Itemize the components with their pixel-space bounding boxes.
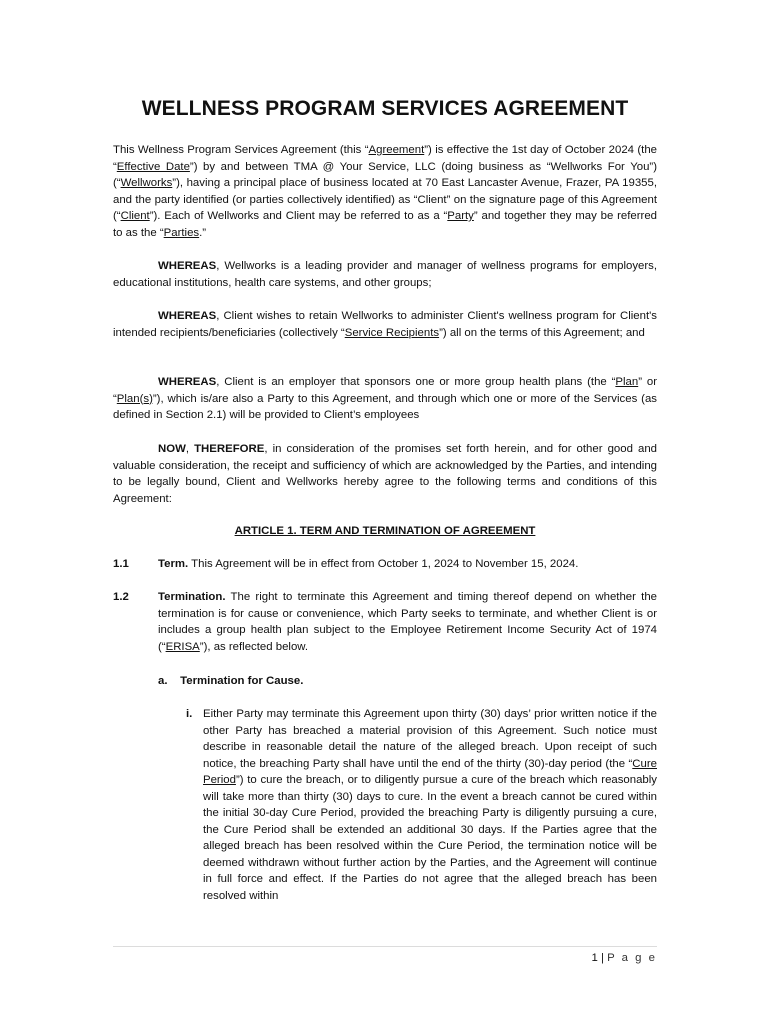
defined-term-plans: Plan(s)	[116, 392, 153, 405]
intro-text: ”), having a principal place of business located at 70 East Lancaster Avenue, Frazer, PA 19355, and the party identified (or parties collectively identified) as “Client” on the signature page of this Agreement (“	[113, 177, 657, 222]
page-label: P a g e	[607, 952, 657, 964]
section-label: Term.	[158, 558, 189, 570]
document-title: WELLNESS PROGRAM SERVICES AGREEMENT	[141, 97, 629, 120]
defined-term-party: Party	[447, 210, 474, 222]
defined-term-service-recipients: Service Recipients	[344, 326, 440, 339]
whereas-text: , Client wishes to retain Wellworks to administer Client's wellness program for Client's intended recipients/beneficiaries (collectively “	[113, 310, 657, 339]
defined-term-erisa: ERISA	[165, 640, 200, 653]
defined-term-effective-date: Effective Date	[116, 160, 190, 173]
subsection-a-number: a.	[158, 675, 168, 687]
subsection-a-label: Termination for Cause.	[180, 675, 304, 687]
clause-i-number: i.	[186, 708, 193, 720]
whereas-label: WHEREAS	[158, 310, 217, 322]
section-1-2-text	[158, 589, 657, 655]
whereas-text: ”), which is/are also a Party to this Agreement, and through which one or more of the Services (as defined in Section 2.1) will be provided to Client’s employees	[113, 392, 657, 421]
section-1-1-number: 1.1	[113, 558, 129, 570]
whereas-text: , Wellworks is a leading provider and manager of wellness programs for employers, educational institutions, health care systems, and other groups;	[113, 260, 657, 289]
footer-separator: |	[597, 952, 608, 964]
intro-text: ”). Each of Wellworks and Client may be referred to as a “	[149, 210, 448, 222]
now-label: NOW	[158, 443, 186, 455]
section-body: The right to terminate this Agreement and timing thereof depend on whether the termination is for cause or convenience, which Party seeks to terminate, and whether Client is or includes a group health plan subject to the Employee Retirement Income Security Act of 1974 (“	[158, 591, 657, 653]
defined-term-parties: Parties	[163, 226, 200, 239]
intro-text: This Wellness Program Services Agreement (this “	[113, 144, 369, 156]
section-1-2-number: 1.2	[113, 591, 129, 603]
defined-term-client: Client	[120, 210, 150, 222]
whereas-paragraph-2	[113, 308, 657, 341]
whereas-label: WHEREAS	[158, 260, 217, 272]
intro-paragraph	[113, 142, 657, 241]
intro-text: ” and together they may be referred to as the “	[113, 210, 657, 239]
intro-text: .”	[199, 226, 207, 239]
whereas-text: ” or “	[113, 376, 657, 405]
whereas-text: , Client is an employer that sponsors one or more group health plans (the “	[216, 376, 616, 388]
subsection-a	[158, 673, 303, 690]
footer-divider	[113, 946, 657, 947]
whereas-paragraph-3	[113, 374, 657, 424]
therefore-label: THEREFORE	[194, 443, 265, 455]
now-therefore-paragraph	[113, 441, 657, 507]
intro-text: ”) by and between TMA @ Your Service, LLC (doing business as “Wellworks For You”) (“	[113, 160, 657, 189]
defined-term-plan: Plan	[615, 376, 639, 388]
intro-text: ”) is effective the 1st day of October 2024 (the “	[113, 144, 657, 173]
section-1-1-text	[158, 556, 657, 573]
now-comma: ,	[185, 443, 195, 455]
now-text: , in consideration of the promises set forth herein, and for other good and valuable consideration, the receipt and sufficiency of which are acknowledged by the Parties, and intending to be legally bound, Client and Wellworks hereby agree to the following terms and conditions of this Agreement:	[113, 443, 657, 505]
clause-body: ”) to cure the breach, or to diligently pursue a cure of the breach which reasonably will take more than thirty (30) days to cure. In the event a breach cannot be cured within the initial 30-day Cure Period, provided the breaching Party is diligently pursuing a cure, the Cure Period shall be extended an additional 30 days. If the Parties agree that the alleged breach has been resolved within the Cure Period, the termination notice will be deemed withdrawn without further action by the Parties, and the Agreement will continue in full force and effect. If the Parties do not agree that the alleged breach has been resolved within	[203, 774, 657, 902]
whereas-text: ”) all on the terms of this Agreement; and	[439, 326, 645, 339]
section-body: ”), as reflected below.	[199, 640, 309, 653]
defined-term-cure-period: Cure Period	[203, 757, 657, 786]
clause-body: Either Party may terminate this Agreement upon thirty (30) days’ prior written notice if the other Party has breached a material provision of this Agreement. Such notice must describe in reasonable detail the nature of the alleged breach. Upon receipt of such notice, the breaching Party shall have until the end of the thirty (30)-day period (the “	[203, 708, 657, 770]
whereas-label: WHEREAS	[158, 376, 217, 388]
section-label: Termination.	[158, 591, 226, 603]
defined-term-agreement: Agreement	[368, 144, 425, 156]
article-1-heading: ARTICLE 1. TERM AND TERMINATION OF AGREEMENT	[234, 525, 536, 537]
defined-term-wellworks: Wellworks	[120, 177, 173, 189]
page-number: 1	[591, 952, 598, 964]
section-body: This Agreement will be in effect from October 1, 2024 to November 15, 2024.	[188, 558, 579, 570]
page-footer	[591, 950, 657, 967]
whereas-paragraph-1	[113, 258, 657, 291]
clause-i-text	[203, 706, 657, 904]
